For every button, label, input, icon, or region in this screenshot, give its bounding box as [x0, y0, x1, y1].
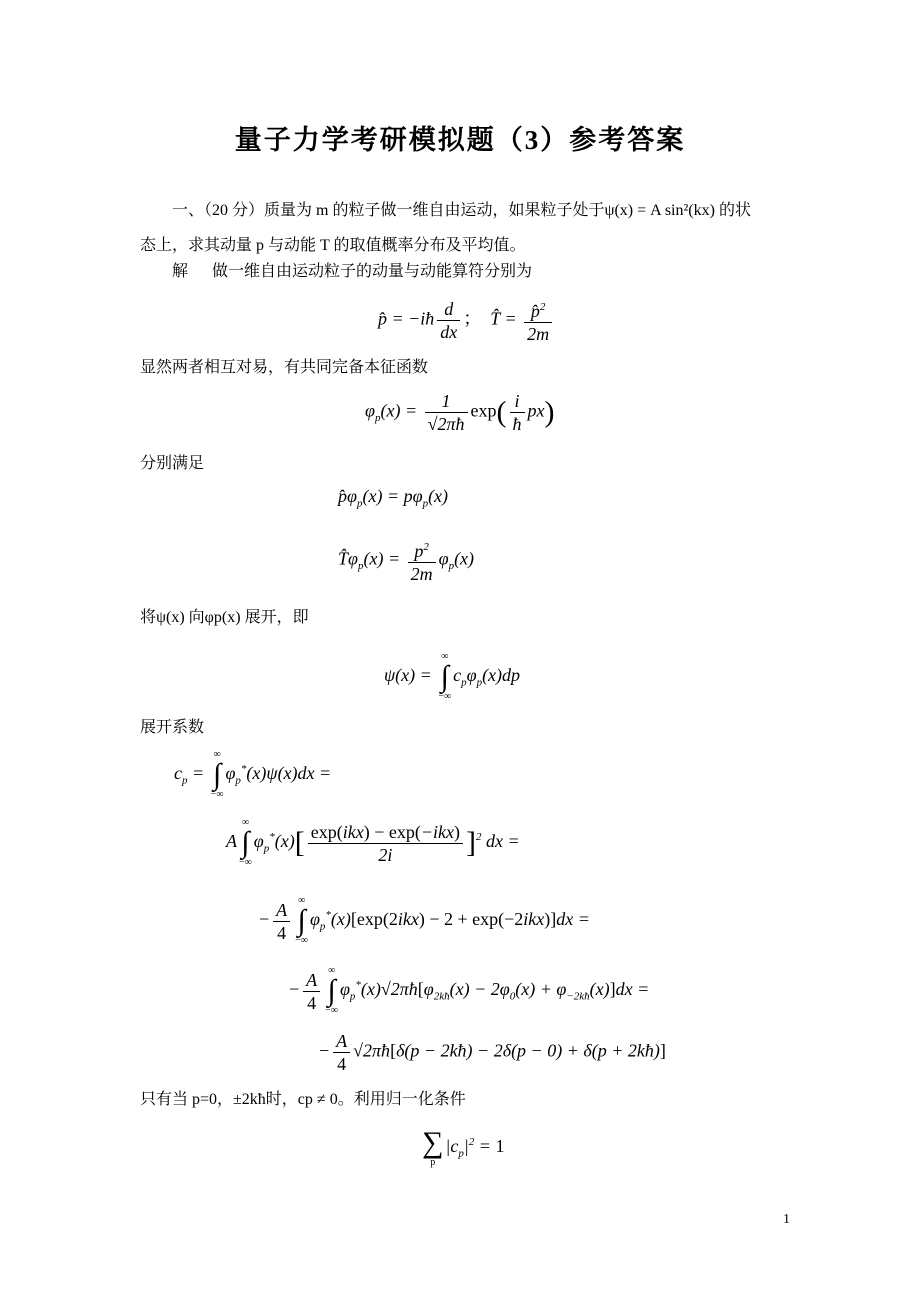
equation-coef-3: − $\frac{A}{4}$ ∞ ∫ −∞ $\varphi_p^*(x)[\exp(2ikx) - 2 + \exp(-2ikx)]dx$ = — [258, 895, 590, 946]
equation-expansion: ψ(x) = ∞ ∫ −∞ $c_p\varphi_p(x)dp$ — [384, 651, 521, 702]
equation-coef-2: A ∞ ∫ −∞ $\varphi_p^*(x)$[ $\frac{\text{exp(ikx) − exp(−ikx)}}{2i}$ ]$^2$ dx = — [226, 817, 520, 868]
equation-energy-eigen: $T̂\varphi_p(x)$ = $\frac{p^2}{2m}$ $\varphi_p(x)$ — [338, 536, 474, 585]
equation-momentum-eigen: $p̂\varphi_p(x) = p\varphi_p(x)$ — [338, 486, 449, 510]
page-number: 1 — [783, 1212, 790, 1227]
commute-text: 显然两者相互对易，有共同完备本征函数 — [140, 359, 429, 376]
coef-text: 展开系数 — [140, 719, 205, 736]
equation-coef-4: − $\frac{A}{4}$ ∞ ∫ −∞ $\varphi_p^*(x)√2\pi ħ[\varphi_{2kħ}(x) - 2\varphi_0(x) + \varphi_{-2kħ}(x)]dx$ = — [288, 965, 650, 1016]
expand-text: 将ψ(x) 向φp(x) 展开，即 — [140, 609, 309, 626]
question-line-2: 态上，求其动量 p 与动能 T 的取值概率分布及平均值。 — [140, 237, 526, 254]
question-line-1: 一、（20 分）质量为 m 的粒子做一维自由运动，如果粒子处于ψ(x) = A sin²(kx) 的状 — [172, 202, 751, 219]
equation-normalization: ∑ p $|c_p|^2 = 1$ — [422, 1126, 505, 1168]
equation-eigenfunction: $\varphi_p(x)$ = $\frac{1}{√2\pi ħ}$ exp( $\frac{i}{ħ}$ px) — [365, 391, 555, 434]
page-title: 量子力学考研模拟题（3）参考答案 — [234, 125, 686, 155]
satisfy-text: 分别满足 — [140, 455, 205, 472]
equation-operators: p̂ = −iħ $\frac{d}{dx}$ ； T̂ = $\frac{p̂^2}{2m}$ — [378, 296, 555, 345]
nonzero-text: 只有当 p=0，±2kħ时，cp ≠ 0。利用归一化条件 — [140, 1091, 466, 1108]
equation-coef-1: $c_p$ = ∞ ∫ −∞ $\varphi_p^*(x)\psi(x)dx$ = — [174, 749, 332, 800]
solution-label: 解 — [172, 263, 189, 280]
solution-intro: 做一维自由运动粒子的动量与动能算符分别为 — [212, 263, 533, 280]
equation-coef-5: − $\frac{A}{4}$ √2πħ[δ(p − 2kħ) − 2δ(p − 0) + δ(p + 2kħ)] — [318, 1031, 666, 1074]
